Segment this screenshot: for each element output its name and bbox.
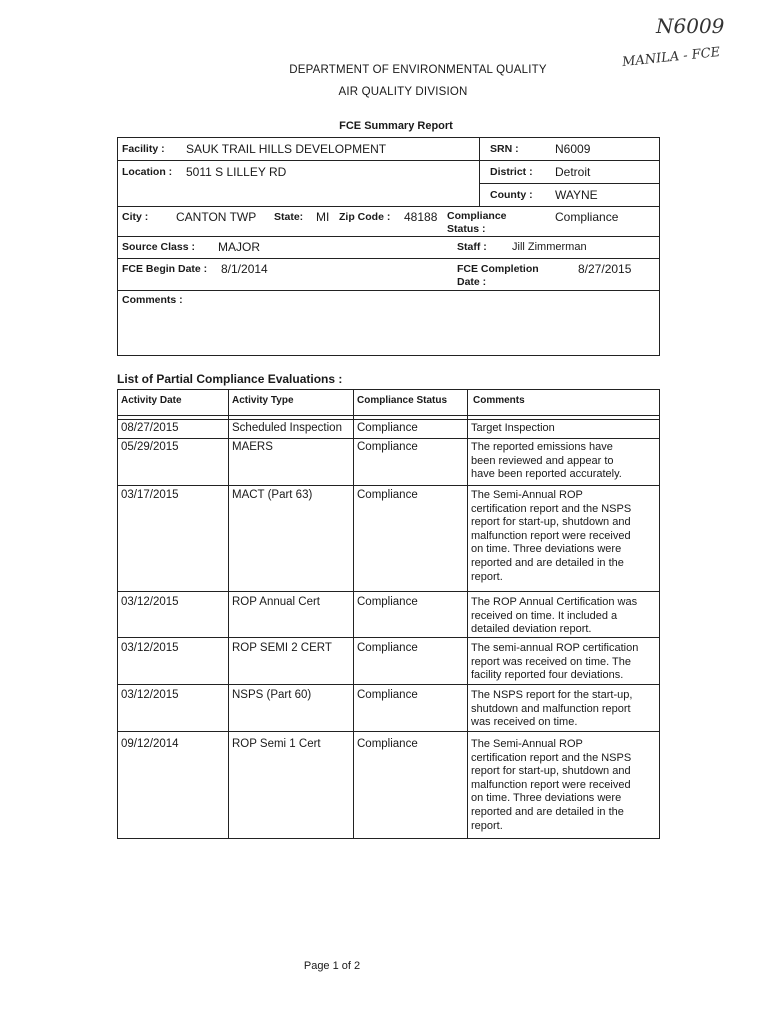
comments-cell [471,689,659,730]
activity-date-cell: 03/12/2015 [121,642,179,654]
comment-line: The NSPS report for the start-up, [471,689,633,701]
comment-line: facility reported four deviations. [471,669,624,682]
evaluations-title: List of Partial Compliance Evaluations : [117,372,343,386]
comments-cell [471,738,659,833]
table-border [117,389,118,838]
comment-line: shutdown and malfunction report [471,702,631,715]
comment-line: have been reported accurately. [471,468,622,481]
comment-line: malfunction report were received [471,529,631,542]
compliance-status-label-line-2: Status : [447,223,486,235]
fce-begin-label: FCE Begin Date : [122,263,208,275]
comment-line: malfunction report were received [471,778,631,791]
division-title: AIR QUALITY DIVISION [338,86,468,98]
column-header-activity-date: Activity Date [121,395,182,406]
page-number: Page 1 of 2 [303,960,361,972]
state-value: MI [316,210,330,224]
srn-value: N6009 [555,142,591,156]
compliance-status-cell: Compliance [357,642,418,654]
comment-line: on time. Three deviations were [471,792,622,805]
table-border [117,419,660,420]
activity-type-cell: Scheduled Inspection [232,422,342,434]
source-class-label: Source Class : [122,241,195,253]
comment-line: The ROP Annual Certification was [471,596,638,608]
comments-cell [471,489,659,584]
district-label: District : [490,166,533,178]
comment-line: report for start-up, shutdown and [471,765,631,778]
fce-begin-value: 8/1/2014 [221,262,268,276]
srn-label: SRN : [490,143,519,155]
activity-type-cell: MACT (Part 63) [232,489,313,501]
comment-line: detailed deviation report. [471,623,592,636]
state-label: State: [274,211,304,223]
activity-type-cell: MAERS [232,441,273,453]
compliance-status-cell: Compliance [357,689,418,701]
fce-completion-value: 8/27/2015 [578,262,632,276]
comment-line: certification report and the NSPS [471,502,632,515]
zip-value: 48188 [404,210,438,224]
divider [117,258,660,259]
divider [479,183,660,184]
table-border [117,838,660,839]
handwritten-srn-note: N6009 [656,14,725,38]
comment-line: reported and are detailed in the [471,805,624,818]
activity-date-cell: 03/12/2015 [121,596,179,608]
comment-line: The Semi-Annual ROP [471,489,583,501]
table-border [117,684,660,685]
comments-cell [471,441,659,482]
activity-type-cell: ROP SEMI 2 CERT [232,642,332,654]
comment-line: The semi-annual ROP certification [471,642,639,654]
activity-date-cell: 08/27/2015 [121,422,179,434]
divider [117,206,660,207]
fce-completion-label-line-2: Date : [457,276,487,288]
comment-line: report. [471,570,503,583]
divider [117,236,660,237]
comment-line: been reviewed and appear to [471,454,614,467]
city-label: City : [122,211,149,223]
handwritten-manila-note: MANILA - FCE [621,44,721,71]
comment-line: certification report and the NSPS [471,751,632,764]
comment-line: on time. Three deviations were [471,543,622,556]
table-border [117,485,660,486]
divider [117,290,660,291]
county-label: County : [490,189,533,201]
compliance-status-cell: Compliance [357,422,418,434]
comments-cell [471,422,659,436]
staff-value: Jill Zimmerman [512,241,587,253]
location-value: 5011 S LILLEY RD [186,165,287,179]
comment-line: The reported emissions have [471,441,613,453]
column-header-comments: Comments [473,395,525,406]
report-title: FCE Summary Report [339,120,453,132]
compliance-status-cell: Compliance [357,596,418,608]
staff-label: Staff : [457,241,487,253]
comment-line: The Semi-Annual ROP [471,738,583,750]
divider [117,160,660,161]
table-border [117,438,660,439]
comment-line: report. [471,819,503,832]
activity-date-cell: 09/12/2014 [121,738,179,750]
table-border [228,389,229,838]
district-value: Detroit [555,165,591,179]
table-border [659,389,660,838]
activity-date-cell: 03/12/2015 [121,689,179,701]
table-border [353,389,354,838]
city-value: CANTON TWP [176,210,257,224]
compliance-status-label: Compliance [447,210,507,222]
comments-label: Comments : [122,294,183,306]
column-header-activity-type: Activity Type [232,395,294,406]
table-border [117,731,660,732]
facility-label: Facility : [122,143,165,155]
comment-line: Target Inspection [471,422,555,434]
compliance-status-value: Compliance [555,210,619,224]
comments-cell [471,642,659,683]
facility-value: SAUK TRAIL HILLS DEVELOPMENT [186,142,387,156]
location-label: Location : [122,166,173,178]
table-border [117,389,660,390]
compliance-status-cell: Compliance [357,738,418,750]
comment-line: reported and are detailed in the [471,556,624,569]
activity-date-cell: 05/29/2015 [121,441,179,453]
activity-date-cell: 03/17/2015 [121,489,179,501]
comment-line: report for start-up, shutdown and [471,516,631,529]
comment-line: was received on time. [471,716,578,729]
fce-completion-label: FCE Completion [457,263,539,275]
column-header-compliance-status: Compliance Status [357,395,448,406]
comment-line: received on time. It included a [471,609,618,622]
zip-label: Zip Code : [339,211,391,223]
comment-line: report was received on time. The [471,655,631,668]
department-title: DEPARTMENT OF ENVIRONMENTAL QUALITY [289,64,547,76]
table-border [117,591,660,592]
comments-cell [471,596,659,637]
activity-type-cell: NSPS (Part 60) [232,689,312,701]
table-border [117,637,660,638]
activity-type-cell: ROP Annual Cert [232,596,321,608]
compliance-status-cell: Compliance [357,441,418,453]
table-border [467,389,468,838]
compliance-status-cell: Compliance [357,489,418,501]
table-border [117,415,660,416]
divider [479,137,480,206]
county-value: WAYNE [555,188,598,202]
source-class-value: MAJOR [218,240,260,254]
activity-type-cell: ROP Semi 1 Cert [232,738,321,750]
